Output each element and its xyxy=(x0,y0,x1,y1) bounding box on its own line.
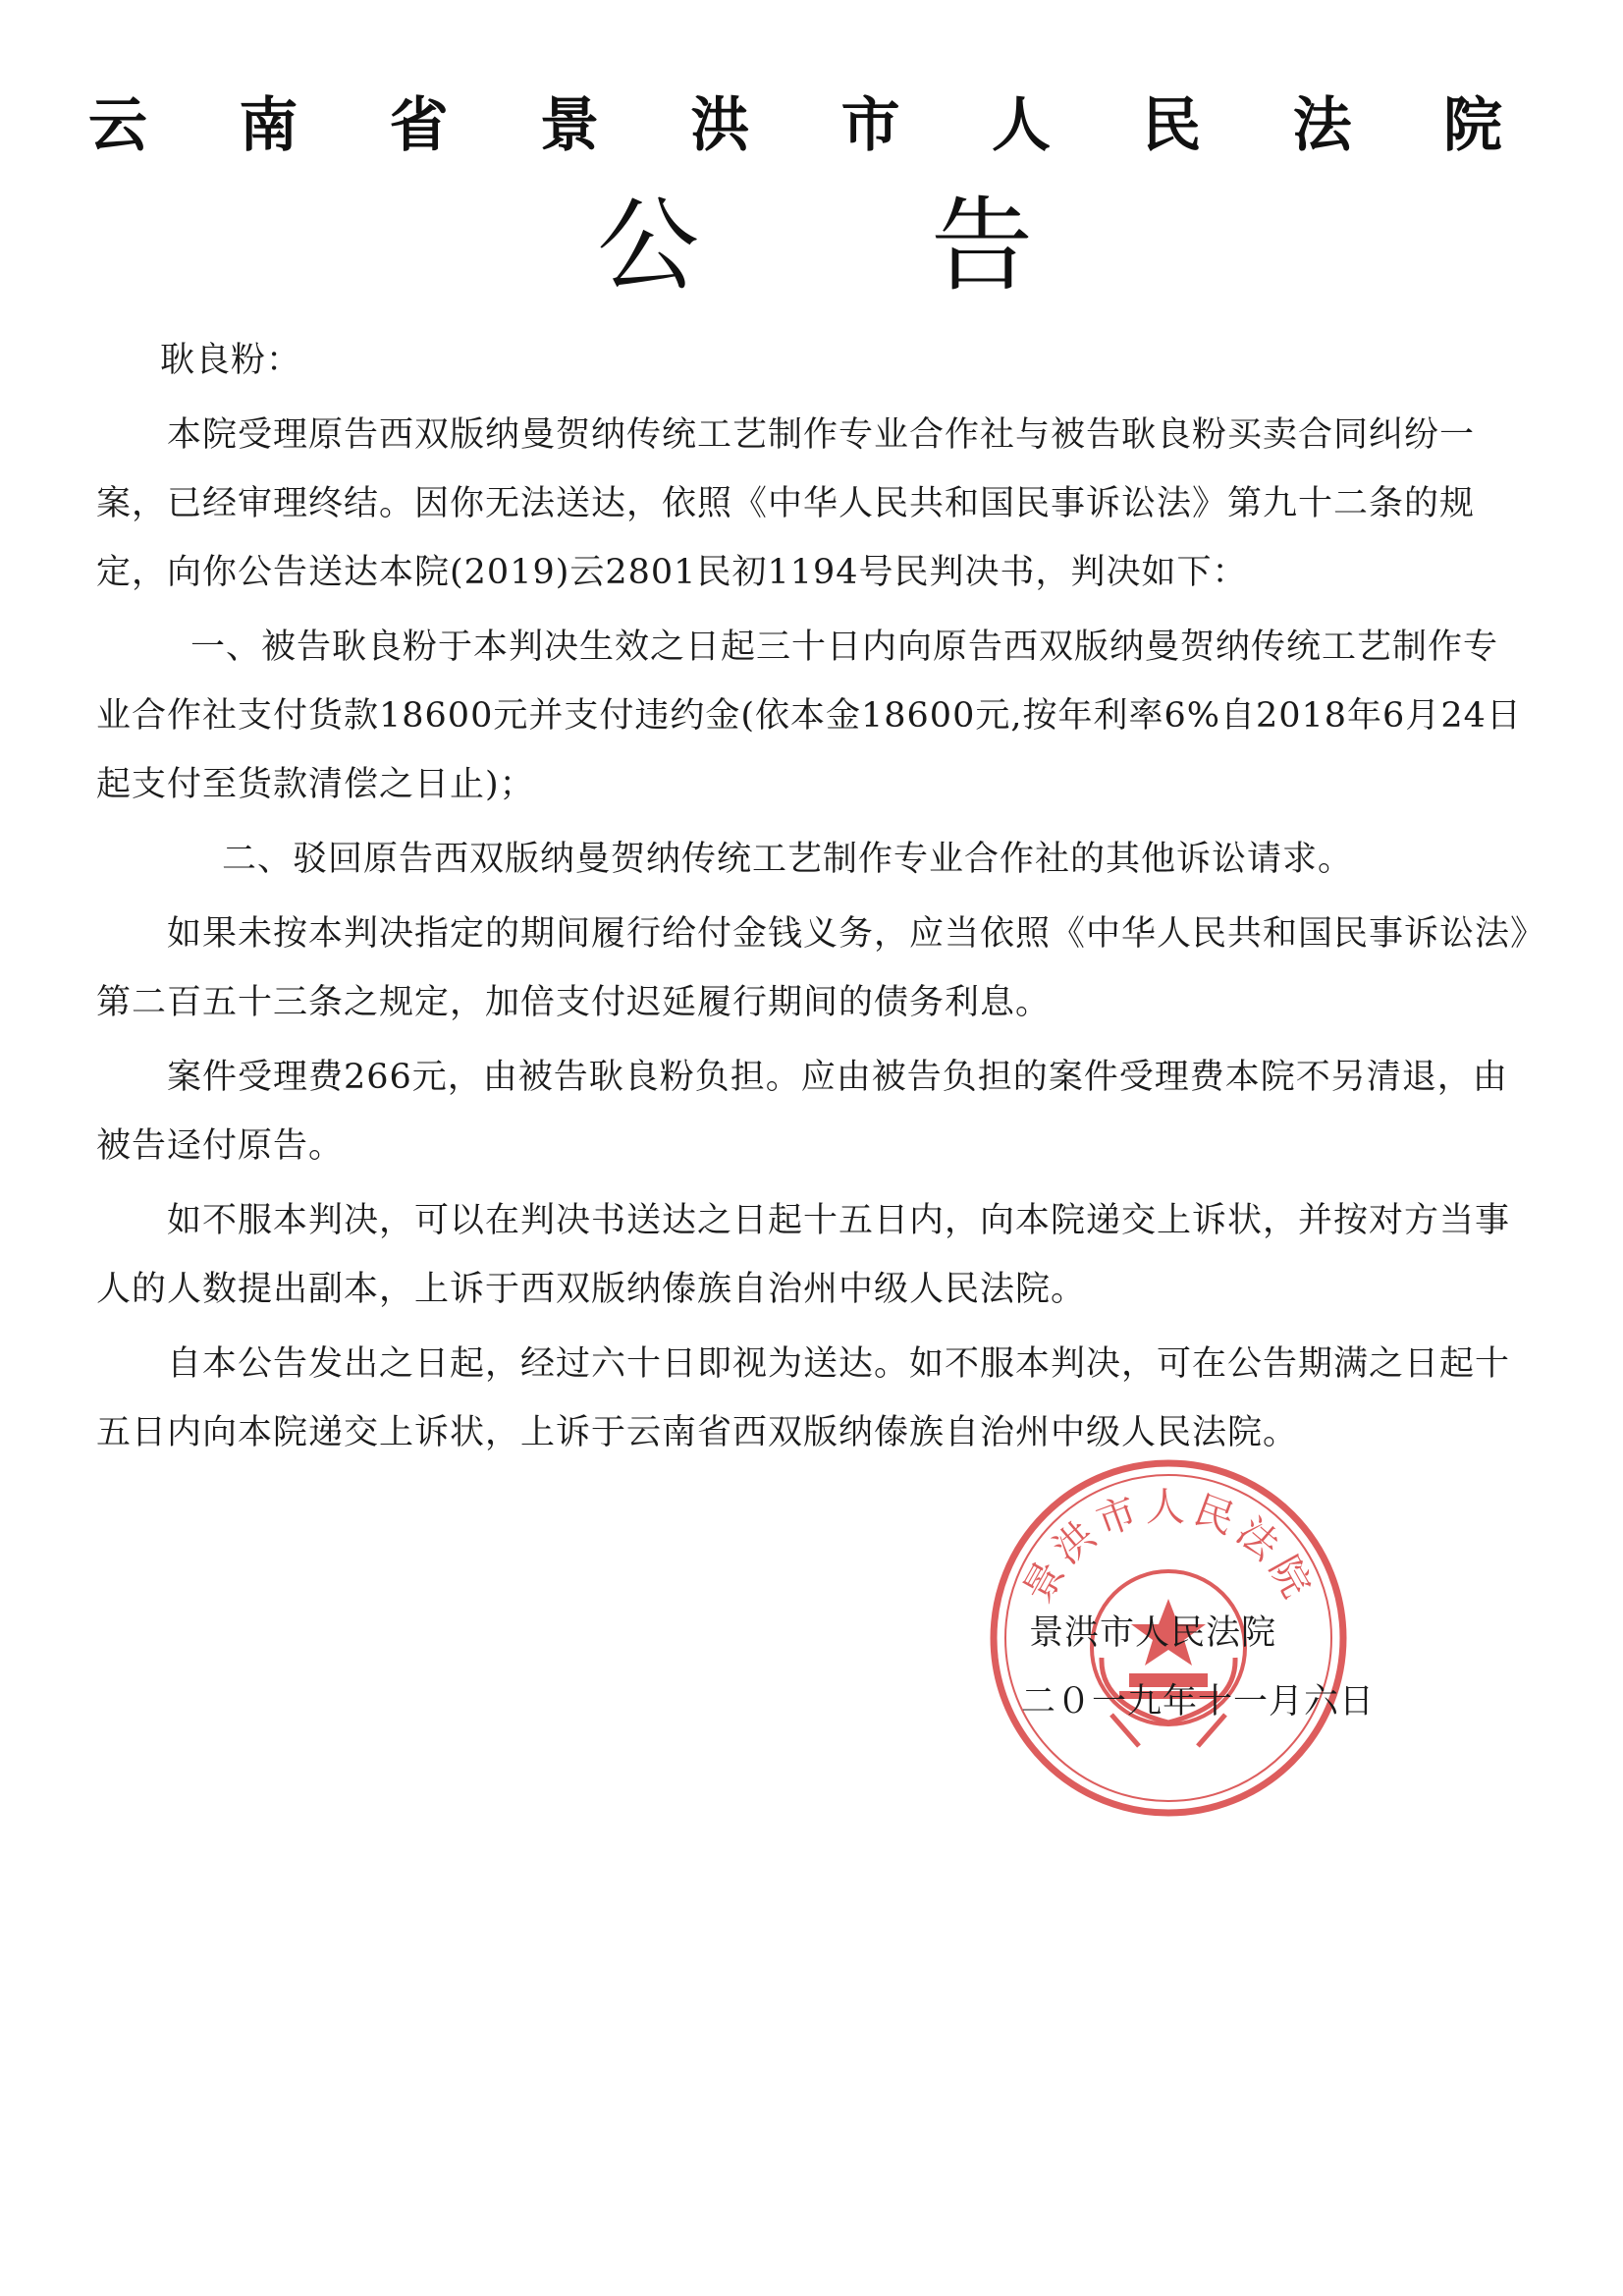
paragraph-case-intro: 本院受理原告西双版纳曼贺纳传统工艺制作专业合作社与被告耿良粉买卖合同纠纷一案，已经审理终结。因你无法送达，依照《中华人民共和国民事诉讼法》第九十二条的规定，向你公告送达本院(2019)云2801民初1194号民判决书，判决如下： xyxy=(96,415,1476,592)
court-name-char: 云 xyxy=(88,91,147,160)
court-name-char: 景 xyxy=(539,91,599,160)
court-name-char: 南 xyxy=(239,91,298,160)
paragraph-delay-interest: 如果未按本判决指定的期间履行给付金钱义务，应当依照《中华人民共和国民事诉讼法》第二百五十三条之规定，加倍支付迟延履行期间的债务利息。 xyxy=(96,914,1529,1022)
title-char: 告 xyxy=(930,186,1033,305)
issue-date: 二０一九年十一月六日 xyxy=(1021,1682,1376,1722)
court-name-char: 洪 xyxy=(690,91,750,160)
paragraph-service-by-notice: 自本公告发出之日起，经过六十日即视为送达。如不服本判决，可在公告期满之日起十五日内向本院递交上诉状，上诉于云南省西双版纳傣族自治州中级人民法院。 xyxy=(96,1344,1511,1452)
paragraph-judgment-item-1: 一、被告耿良粉于本判决生效之日起三十日内向原告西双版纳曼贺纳传统工艺制作专业合作社支付货款18600元并支付违约金(依本金18600元,按年利率6%自2018年6月24日起支付至货款清偿之日止)； xyxy=(96,628,1522,804)
court-name-char: 人 xyxy=(991,91,1051,160)
issuing-court: 景洪市人民法院 xyxy=(1029,1613,1277,1653)
paragraph-appeal-rights: 如不服本判决，可以在判决书送达之日起十五日内，向本院递交上诉状，并按对方当事人的人数提出副本，上诉于西双版纳傣族自治州中级人民法院。 xyxy=(96,1201,1511,1309)
seal-arc-text: 景洪市人民法院 xyxy=(1014,1485,1323,1611)
court-name-char: 院 xyxy=(1442,91,1502,160)
court-name-char: 法 xyxy=(1292,91,1352,160)
court-name-heading xyxy=(79,86,1512,165)
salutation: 耿良粉： xyxy=(160,341,302,380)
title-char: 公 xyxy=(596,186,699,305)
signature-block xyxy=(1021,1599,1375,1736)
court-name-char: 市 xyxy=(840,91,900,160)
paragraph-judgment-item-2: 二、驳回原告西双版纳曼贺纳传统工艺制作专业合作社的其他诉讼请求。 xyxy=(222,840,1354,879)
document-title xyxy=(589,187,1041,304)
notice-body xyxy=(96,326,1532,1467)
court-name-char: 省 xyxy=(389,91,449,160)
paragraph-case-fee: 案件受理费266元，由被告耿良粉负担。应由被告负担的案件受理费本院不另清退，由被告迳付原告。 xyxy=(96,1058,1508,1166)
court-name-char: 民 xyxy=(1142,91,1202,160)
